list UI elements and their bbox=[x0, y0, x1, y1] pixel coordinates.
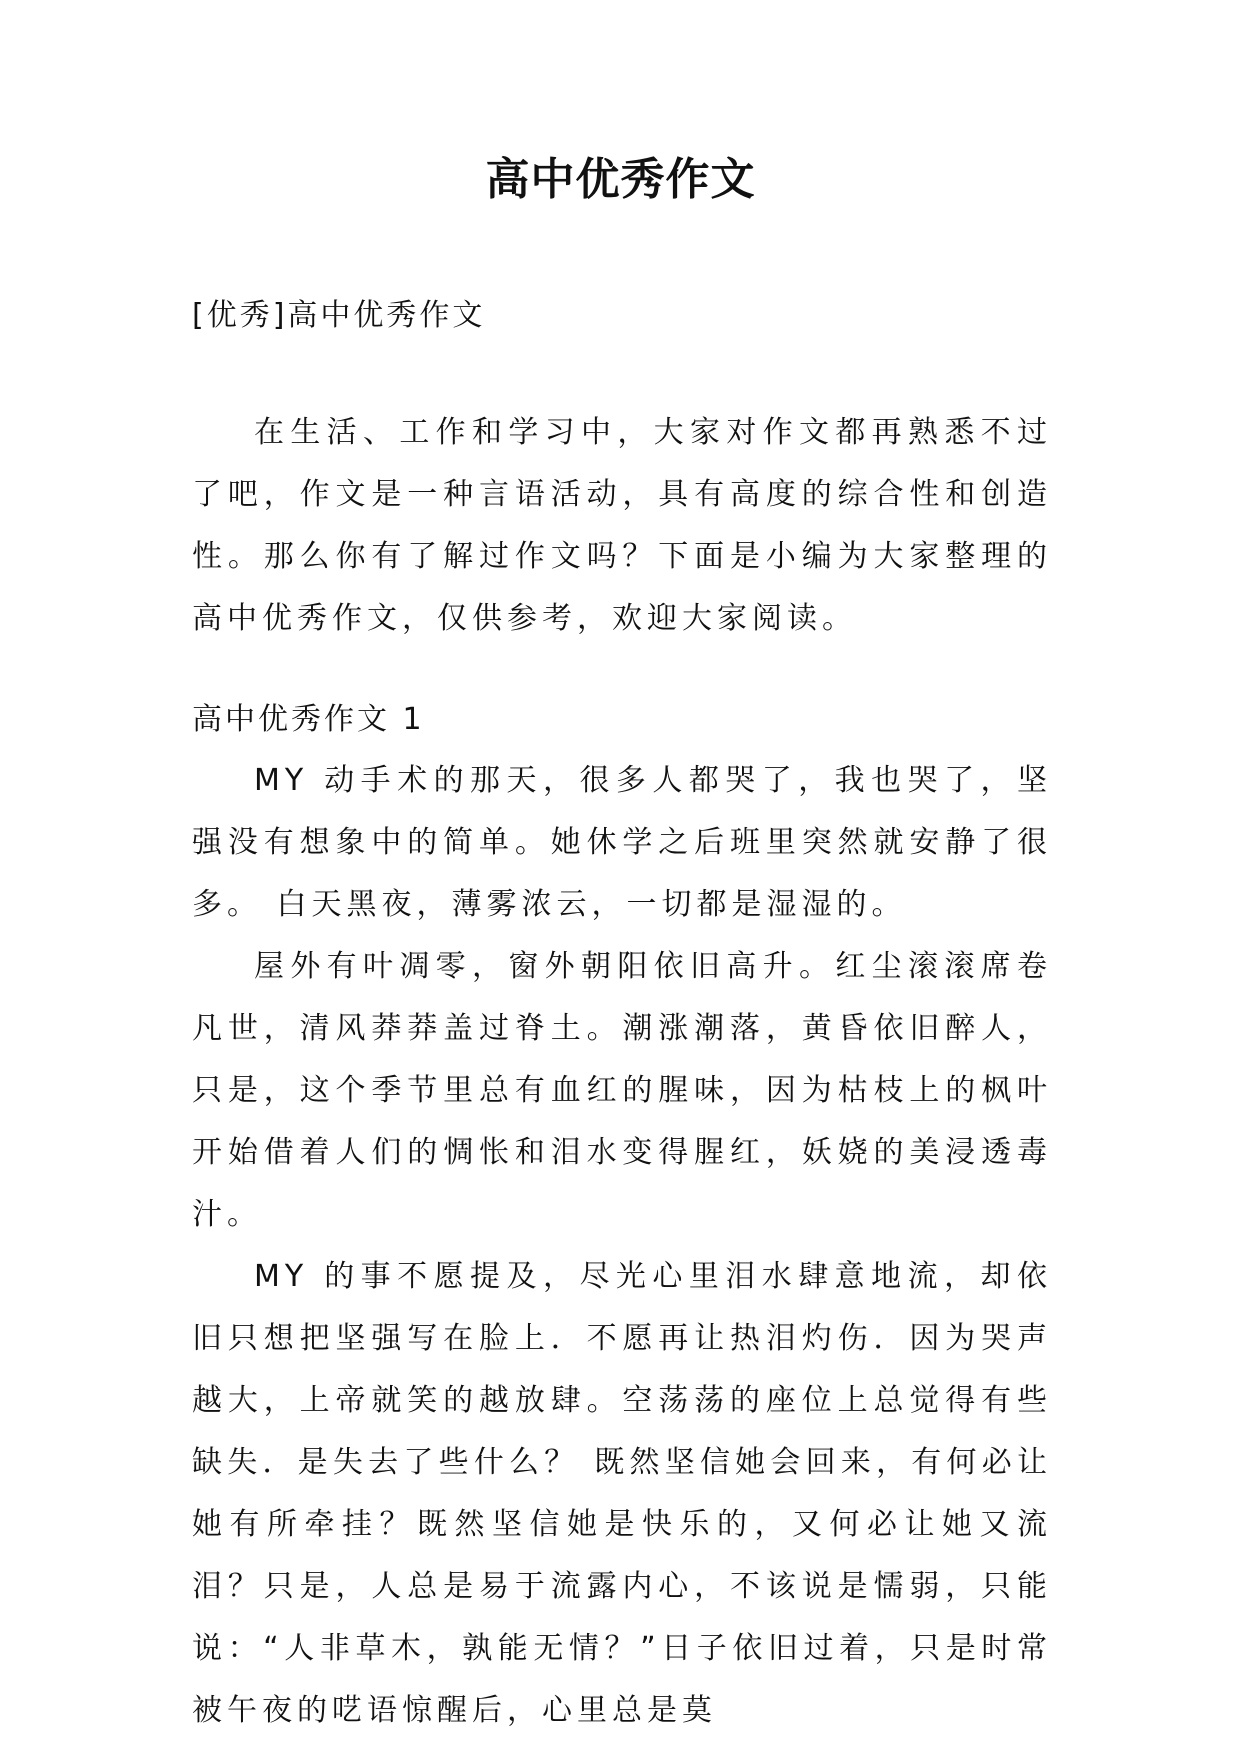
essay-paragraph-2: 屋外有叶凋零，窗外朝阳依旧高升。红尘滚滚席卷凡世，清风莽莽盖过脊土。潮涨潮落，黄昏依旧醉人，只是，这个季节里总有血红的腥味，因为枯枝上的枫叶开始借着人们的惆怅和泪水变得腥红，妖娆的美浸透毒汁。 bbox=[192, 949, 1052, 1232]
intro-block bbox=[192, 402, 1052, 650]
section-heading: 高中优秀作文 1 bbox=[192, 702, 425, 737]
document-title: 高中优秀作文 bbox=[485, 154, 756, 205]
essay-paragraph-3: MY 的事不愿提及，尽光心里泪水肆意地流，却依旧只想把坚强写在脸上．不愿再让热泪灼伤．因为哭声越大，上帝就笑的越放肆。空荡荡的座位上总觉得有些缺失．是失去了些什么？ 既然坚信她会回来，有何必让她有所牵挂？既然坚信她是快乐的，又何必让她又流泪？只是，人总是易于流露内心，不该说是懦弱，只能说：“人非草木，孰能无情？”日子依旧过着，只是时常被午夜的呓语惊醒后，心里总是莫 bbox=[192, 1259, 1052, 1728]
essay-body bbox=[192, 750, 1052, 1742]
document-subtitle: [优秀]高中优秀作文 bbox=[192, 298, 486, 333]
essay-paragraph-1: MY 动手术的那天，很多人都哭了，我也哭了，坚强没有想象中的简单。她休学之后班里突然就安静了很多。 白天黑夜，薄雾浓云，一切都是湿湿的。 bbox=[192, 763, 1052, 922]
intro-paragraph: 在生活、工作和学习中，大家对作文都再熟悉不过了吧，作文是一种言语活动，具有高度的综合性和创造性。那么你有了解过作文吗？下面是小编为大家整理的高中优秀作文，仅供参考，欢迎大家阅读。 bbox=[192, 415, 1052, 636]
